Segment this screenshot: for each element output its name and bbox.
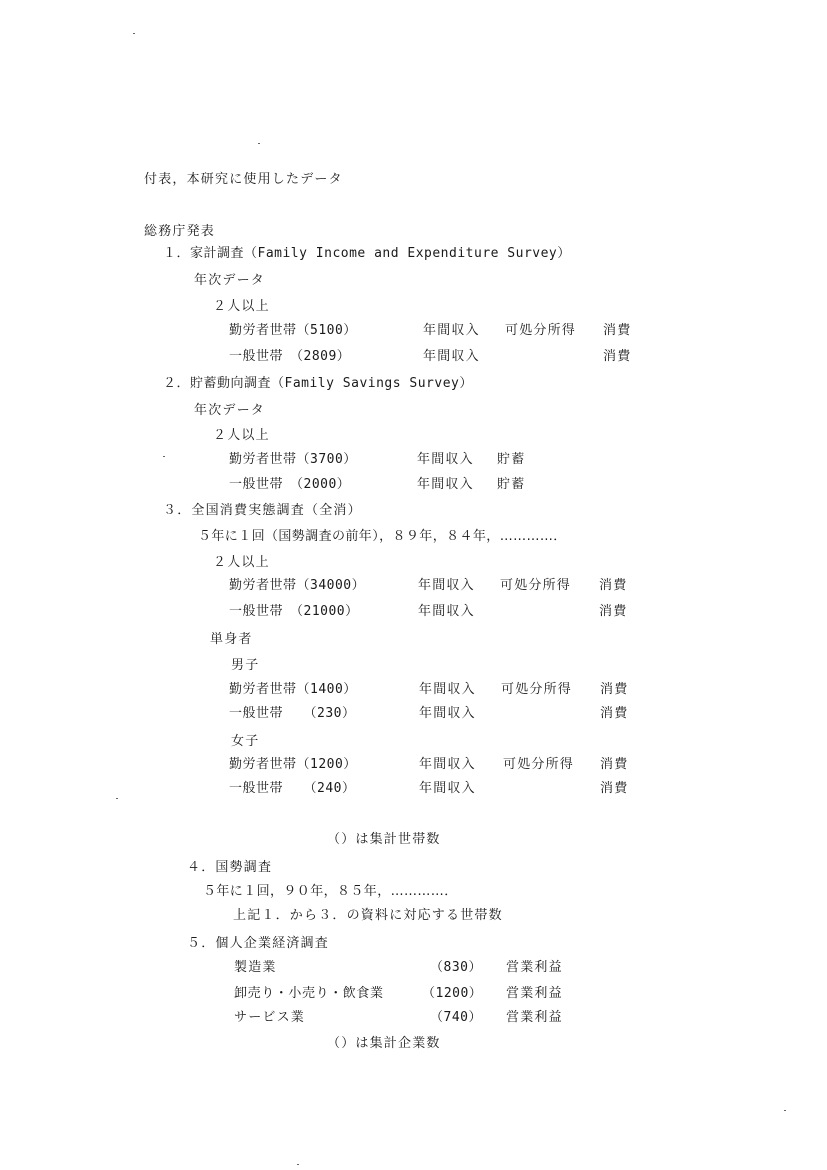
section-3-frequency: ５年に１回（国勢調査の前年），８９年，８４年，…………． — [198, 529, 567, 544]
s3-female-row-label: 一般世帯 （240） — [229, 781, 356, 796]
scan-speck — [116, 798, 118, 799]
s5-row-label: 製造業 — [234, 960, 277, 975]
s1-row-label: 勤労者世帯（5100） — [229, 323, 357, 338]
s3-male-row-col3: 消費 — [600, 682, 629, 697]
s3-row-col1: 年間収入 — [418, 578, 475, 593]
agency-label: 総務庁発表 — [144, 224, 216, 239]
s2-row-col1: 年間収入 — [417, 452, 474, 467]
section-2-group: ２人以上 — [213, 428, 270, 443]
s5-row-col1: 営業利益 — [506, 960, 563, 975]
s3-male-row-label: 一般世帯 （230） — [229, 706, 356, 721]
s3-female-row-col3: 消費 — [600, 781, 629, 796]
section-1-group: ２人以上 — [213, 299, 270, 314]
s2-row-col1: 年間収入 — [417, 477, 474, 492]
s3-female-row-col1: 年間収入 — [419, 781, 476, 796]
section-1-title: １．家計調査（Family Income and Expenditure Survey） — [163, 246, 571, 261]
scan-speck — [133, 33, 135, 34]
section-3-female: 女子 — [231, 734, 260, 749]
s3-row-col1: 年間収入 — [418, 604, 475, 619]
s1-row-col1: 年間収入 — [423, 323, 480, 338]
section-3-title: ３．全国消費実態調査（全消） — [163, 503, 362, 518]
scan-speck — [258, 143, 260, 144]
scan-speck — [163, 456, 165, 457]
s3-female-row-col3: 消費 — [600, 757, 629, 772]
section-3-male: 男子 — [231, 658, 260, 673]
scan-speck — [784, 1110, 786, 1111]
s3-female-row-col1: 年間収入 — [419, 757, 476, 772]
s3-male-row-col3: 消費 — [600, 706, 629, 721]
s5-row-label: 卸売り・小売り・飲食業 — [234, 986, 384, 1001]
s3-row-label: 勤労者世帯（34000） — [229, 578, 366, 593]
s2-row-col2: 貯蓄 — [497, 452, 526, 467]
s1-row-col2: 可処分所得 — [505, 323, 577, 338]
section-2-title: ２．貯蓄動向調査（Family Savings Survey） — [163, 376, 473, 391]
s5-row-label: サービス業 — [234, 1010, 306, 1025]
s2-row-col2: 貯蓄 — [497, 477, 526, 492]
s5-row-count: （1200） — [422, 986, 483, 1001]
s2-row-label: 一般世帯 （2000） — [229, 477, 351, 492]
s3-female-row-col2: 可処分所得 — [503, 757, 575, 772]
s1-row-col1: 年間収入 — [423, 349, 480, 364]
page-title: 付表，本研究に使用したデータ — [144, 172, 343, 187]
section-3-note: （）は集計世帯数 — [327, 832, 441, 847]
section-2-subtitle: 年次データ — [194, 403, 266, 418]
scan-speck — [297, 1164, 299, 1165]
s3-female-row-label: 勤労者世帯（1200） — [229, 757, 357, 772]
s3-male-row-label: 勤労者世帯（1400） — [229, 682, 357, 697]
s3-row-label: 一般世帯 （21000） — [229, 604, 359, 619]
s3-row-col2: 可処分所得 — [500, 578, 572, 593]
s1-row-col3: 消費 — [603, 323, 632, 338]
section-3-group: ２人以上 — [213, 555, 270, 570]
section-4-title: ４．国勢調査 — [187, 860, 273, 875]
s3-male-row-col1: 年間収入 — [419, 682, 476, 697]
s3-row-col3: 消費 — [599, 604, 628, 619]
s3-row-col3: 消費 — [599, 578, 628, 593]
s3-male-row-col1: 年間収入 — [419, 706, 476, 721]
section-4-description: 上記１．から３．の資料に対応する世帯数 — [233, 908, 503, 923]
s1-row-label: 一般世帯 （2809） — [229, 349, 351, 364]
s1-row-col3: 消費 — [603, 349, 632, 364]
s5-row-count: （830） — [430, 960, 482, 975]
section-3-single: 単身者 — [210, 632, 253, 647]
section-1-subtitle: 年次データ — [194, 273, 266, 288]
s5-row-col1: 営業利益 — [506, 986, 563, 1001]
section-5-title: ５．個人企業経済調査 — [187, 936, 330, 951]
s5-row-count: （740） — [430, 1010, 482, 1025]
s2-row-label: 勤労者世帯（3700） — [229, 452, 357, 467]
s5-row-col1: 営業利益 — [506, 1010, 563, 1025]
section-5-note: （）は集計企業数 — [327, 1036, 441, 1051]
section-4-frequency: ５年に１回，９０年，８５年，…………． — [203, 884, 458, 899]
s3-male-row-col2: 可処分所得 — [501, 682, 573, 697]
